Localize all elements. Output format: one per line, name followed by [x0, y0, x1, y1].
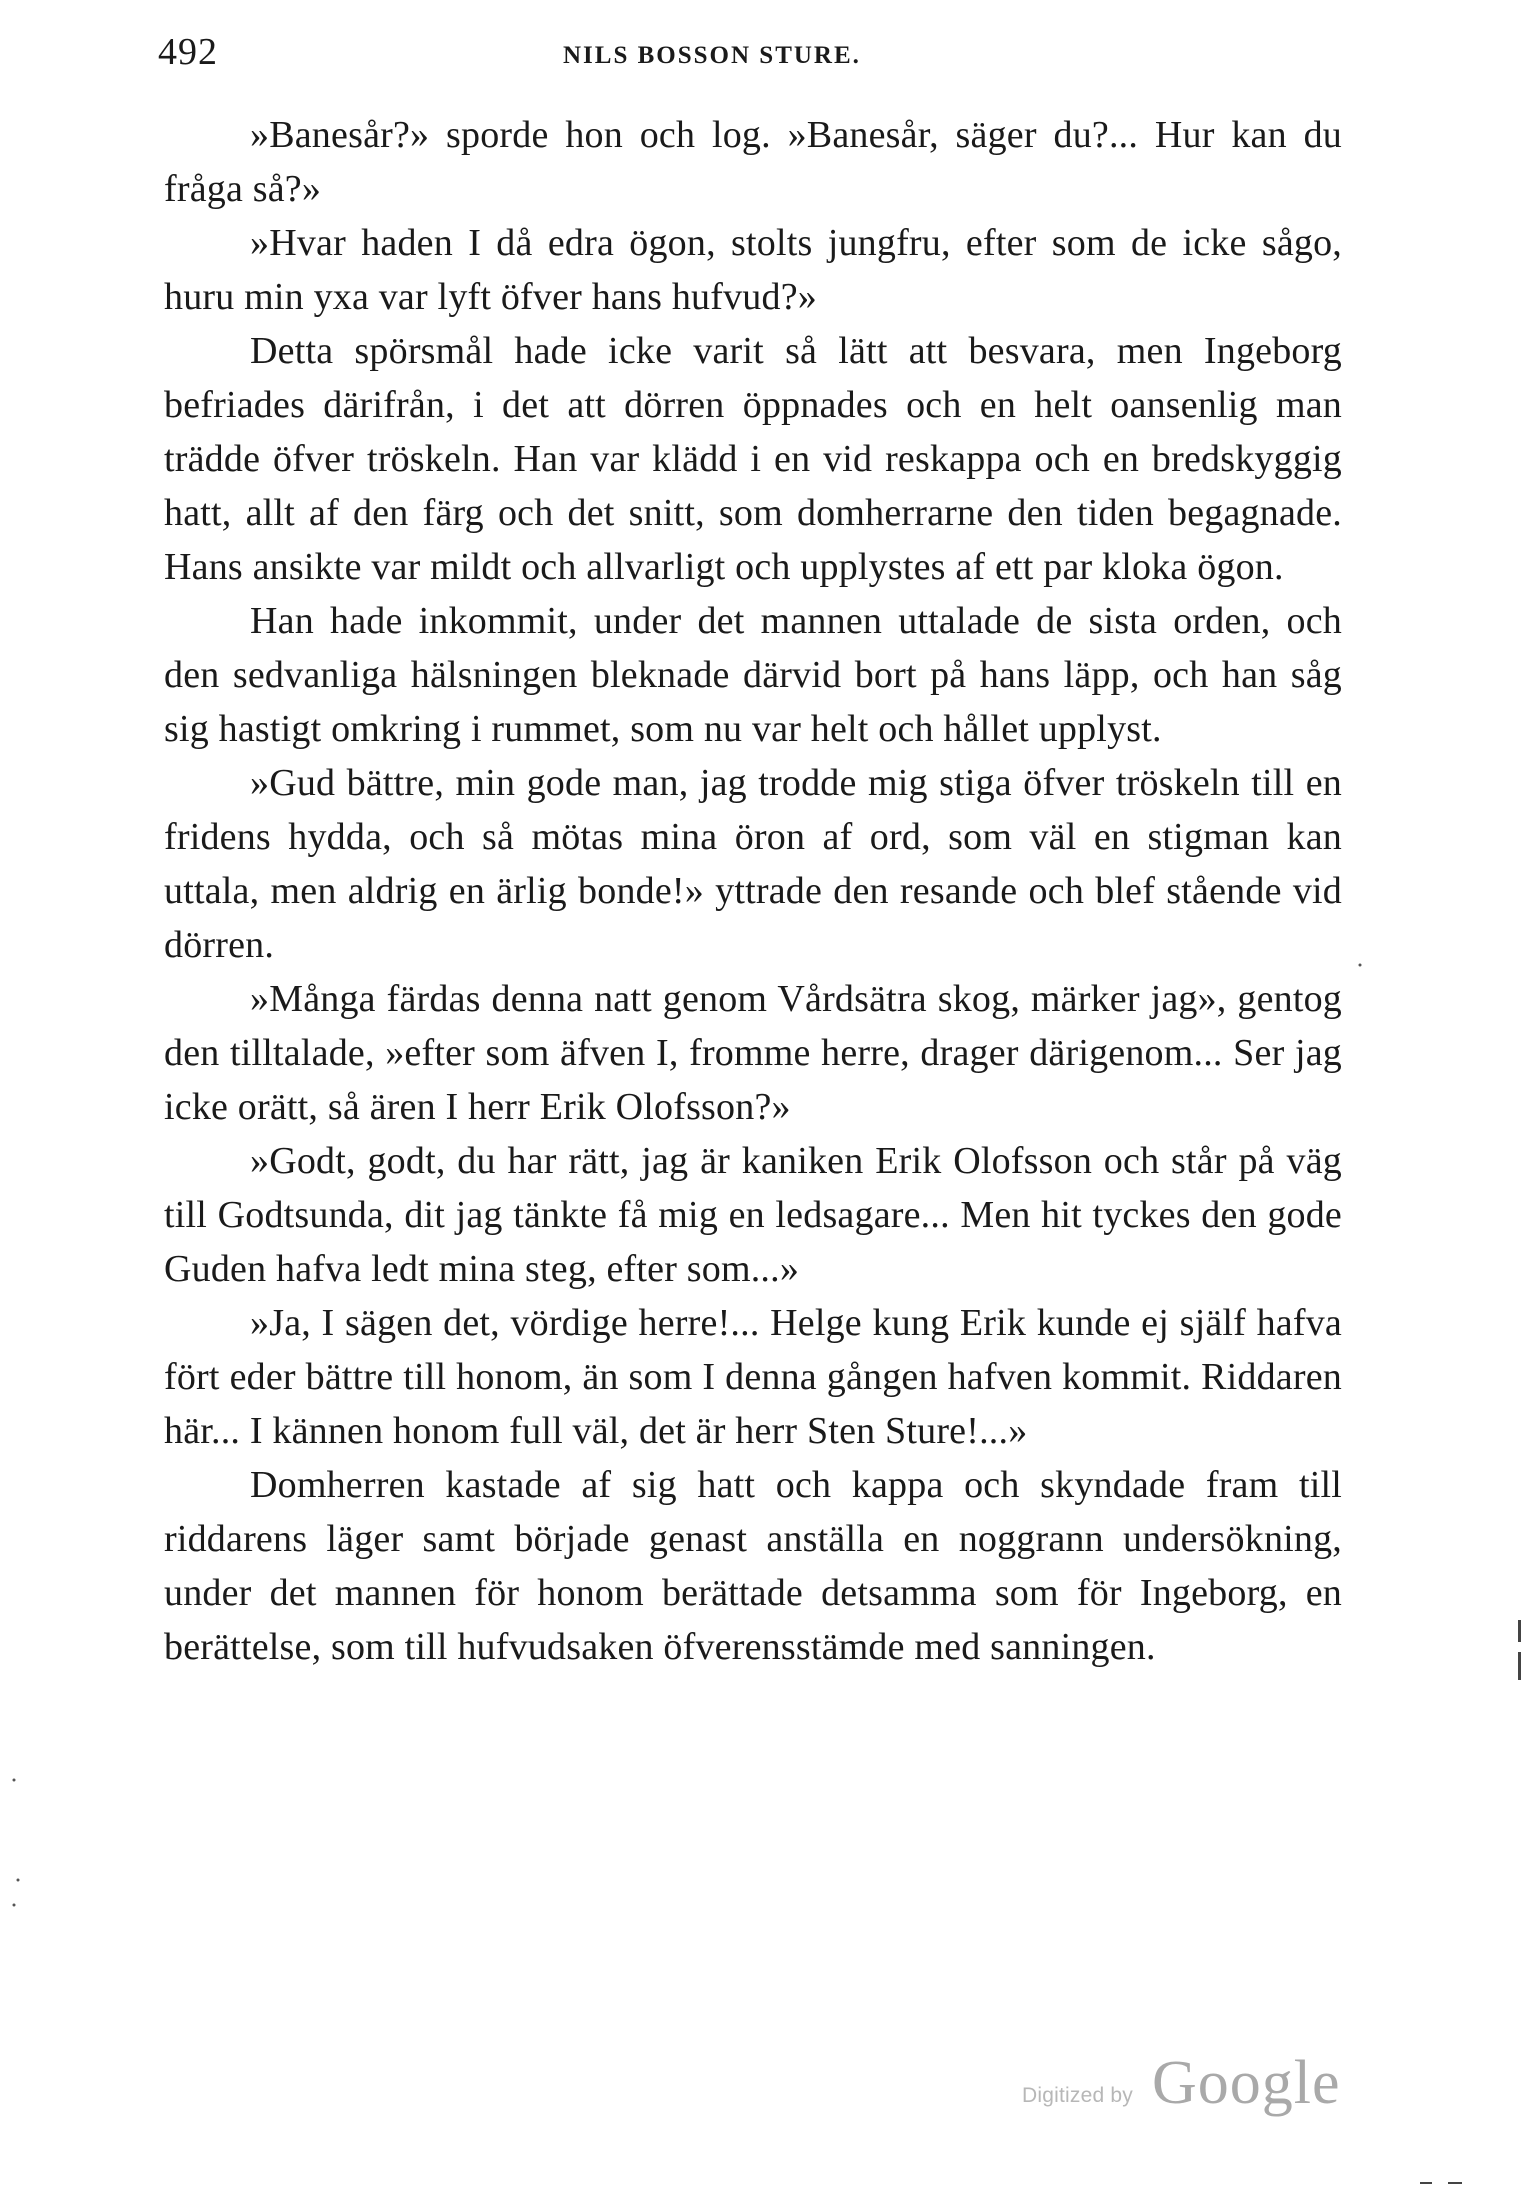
scan-speck	[17, 1879, 20, 1882]
scan-speck	[1420, 2182, 1432, 2184]
scan-speck	[1518, 1652, 1521, 1680]
paragraph: »Hvar haden I då edra ögon, stolts jungfru, efter som de icke sågo, huru min yxa var lyft öfver hans hufvud?»	[164, 222, 1342, 318]
paragraph: Han hade inkommit, under det mannen uttalade de sista orden, och den sedvanliga hälsningen bleknade därvid bort på hans läpp, och han såg sig hastigt omkring i rummet, som nu var helt och hållet upplyst.	[164, 600, 1342, 750]
scan-speck	[1359, 964, 1362, 967]
running-title: NILS BOSSON STURE.	[563, 42, 861, 69]
paragraph: »Godt, godt, du har rätt, jag är kaniken Erik Olofsson och står på väg till Godtsunda, dit jag tänkte få mig en ledsagare... Men hit tyckes den gode Guden hafva ledt mina steg, efter som...»	[164, 1140, 1342, 1290]
paragraph: Detta spörsmål hade icke varit så lätt att besvara, men Ingeborg befriades därifrån, i det att dörren öppnades och en helt oansenlig man trädde öfver tröskeln. Han var klädd i en vid reskappa och en bredskyggig hatt, allt af den färg och det snitt, som domherrarne den tiden begagnade. Hans ansikte var mildt och allvarligt och upplystes af ett par kloka ögon.	[164, 330, 1342, 588]
paragraph: »Ja, I sägen det, vördige herre!... Helge kung Erik kunde ej själf hafva fört eder bättre till honom, än som I denna gången hafven kommit. Riddaren här... I kännen honom full väl, det är herr Sten Sture!...»	[164, 1302, 1342, 1452]
paragraph: »Många färdas denna natt genom Vårdsätra skog, märker jag», gentog den tilltalade, »efter som äfven I, fromme herre, drager därigenom... Ser jag icke orätt, så ären I herr Erik Olofsson?»	[164, 978, 1342, 1128]
watermark-brand: Google	[1152, 2049, 1341, 2117]
scan-speck	[1518, 1620, 1521, 1642]
paragraph: Domherren kastade af sig hatt och kappa och skyndade fram till riddarens läger samt började genast anställa en noggrann undersökning, under det mannen för honom berättade detsamma som för Ingeborg, en berättelse, som till hufvudsaken öfverensstämde med sanningen.	[164, 1464, 1342, 1668]
paragraph: »Banesår?» sporde hon och log. »Banesår, säger du?... Hur kan du fråga så?»	[164, 114, 1342, 210]
body-text	[164, 108, 1342, 1674]
digitized-watermark	[1022, 2048, 1342, 2128]
page-header	[158, 30, 1348, 80]
watermark-prefix: Digitized by	[1022, 2084, 1133, 2107]
scan-speck	[13, 1904, 16, 1907]
scan-speck	[1448, 2182, 1462, 2184]
paragraph: »Gud bättre, min gode man, jag trodde mig stiga öfver tröskeln till en fridens hydda, och så mötas mina öron af ord, som väl en stigman kan uttala, men aldrig en ärlig bonde!» yttrade den resande och blef stående vid dörren.	[164, 762, 1342, 966]
scan-speck	[13, 1779, 16, 1782]
page-number: 492	[158, 31, 218, 73]
